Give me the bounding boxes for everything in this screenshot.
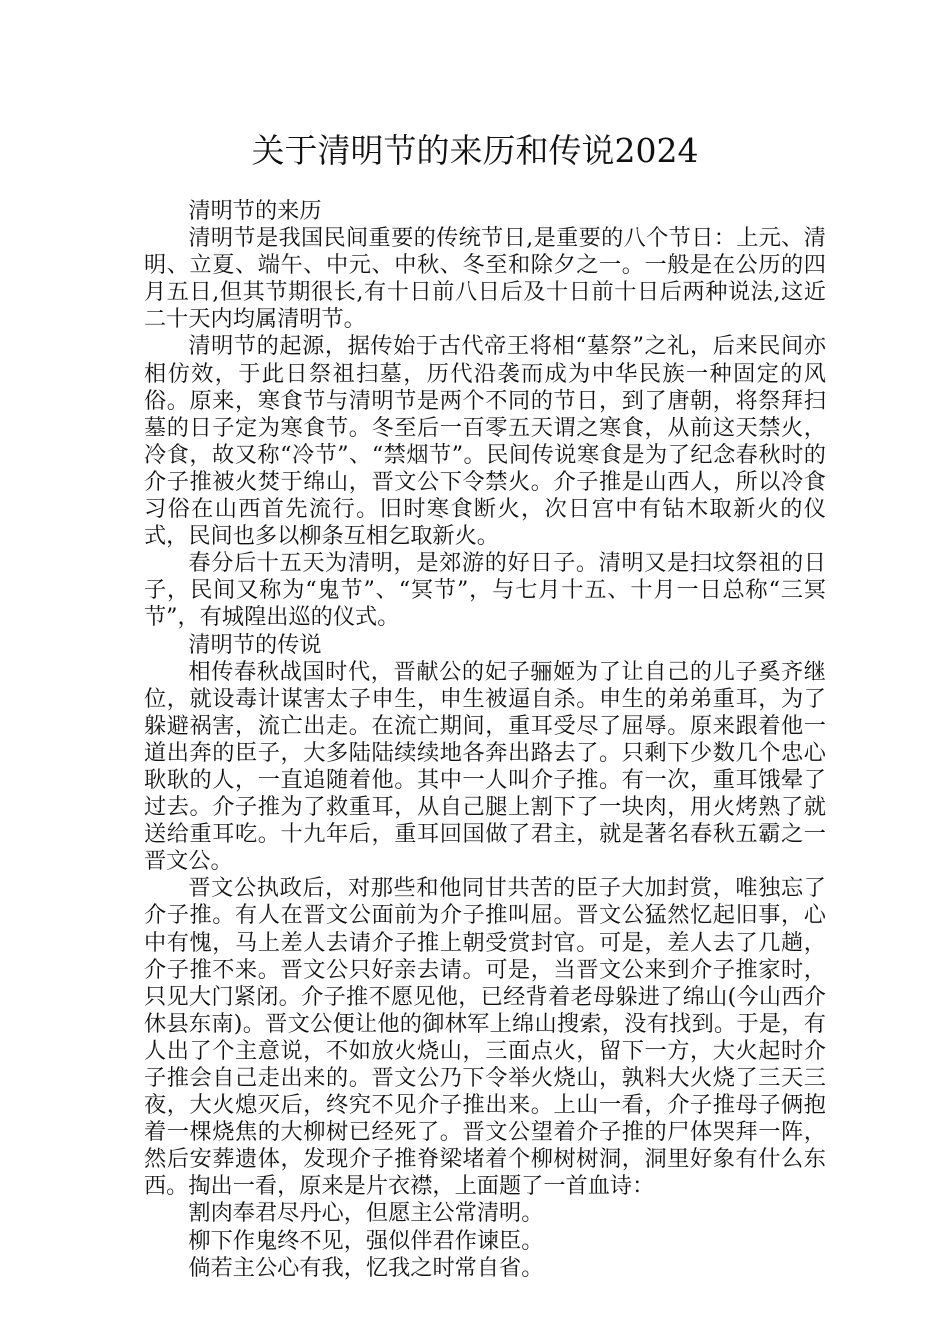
paragraph: 晋文公执政后，对那些和他同甘共苦的臣子大加封赏，唯独忘了介子推。有人在晋文公面前为介子推叫屈。晋文公猛然忆起旧事，心中有愧，马上差人去请介子推上朝受赏封官。可是，差人去了几趟，介子推不来。晋文公只好亲去请。可是，当晋文公来到介子推家时，只见大门紧闭。介子推不愿见他，已经背着老母躲进了绵山(今山西介休县东南)。晋文公便让他的御林军上绵山搜索，没有找到。于是，有人出了个主意说，不如放火烧山，三面点火，留下一方，大火起时介子推会自己走出来的。晋文公乃下令举火烧山，孰料大火烧了三天三夜，大火熄灭后，终究不见介子推出来。上山一看，介子推母子俩抱着一棵烧焦的大柳树已经死了。晋文公望着介子推的尸体哭拜一阵，然后安葬遗体，发现介子推脊梁堵着个柳树树洞，洞里好象有什么东西。掏出一看，原来是片衣襟，上面题了一首血诗： <box>144 875 826 1200</box>
poem-line: 割肉奉君尽丹心，但愿主公常清明。 <box>188 1200 544 1227</box>
document-body <box>144 198 826 1282</box>
paragraph: 相传春秋战国时代，晋献公的妃子骊姬为了让自己的儿子奚齐继位，就设毒计谋害太子申生，申生被逼自杀。申生的弟弟重耳，为了躲避祸害，流亡出走。在流亡期间，重耳受尽了屈辱。原来跟着他一道出奔的臣子，大多陆陆续续地各奔出路去了。只剩下少数几个忠心耿耿的人，一直追随着他。其中一人叫介子推。有一次，重耳饿晕了过去。介子推为了救重耳，从自己腿上割下了一块肉，用火烤熟了就送给重耳吃。十九年后，重耳回国做了君主，就是著名春秋五霸之一晋文公。 <box>144 658 826 875</box>
section-heading-origin: 清明节的来历 <box>188 198 322 224</box>
section-heading-legend: 清明节的传说 <box>188 631 322 658</box>
paragraph: 春分后十五天为清明，是郊游的好日子。清明又是扫坟祭祖的日子，民间又称为“鬼节”、“冥节”，与七月十五、十月一日总称“三冥节”，有城隍出巡的仪式。 <box>144 550 826 631</box>
paragraph: 清明节的起源，据传始于古代帝王将相“墓祭”之礼，后来民间亦相仿效，于此日祭祖扫墓，历代沿袭而成为中华民族一种固定的风俗。原来，寒食节与清明节是两个不同的节日，到了唐朝，将祭拜扫墓的日子定为寒食节。冬至后一百零五天谓之寒食，从前这天禁火，冷食，故又称“冷节”、“禁烟节”。民间传说寒食是为了纪念春秋时的介子推被火焚于绵山，晋文公下令禁火。介子推是山西人，所以冷食习俗在山西首先流行。旧时寒食断火，次日宫中有钻木取新火的仪式，民间也多以柳条互相乞取新火。 <box>144 333 826 550</box>
paragraph: 清明节是我国民间重要的传统节日,是重要的八个节日：上元、清明、立夏、端午、中元、中秋、冬至和除夕之一。一般是在公历的四月五日,但其节期很长,有十日前八日后及十日前十日后两种说法,这近二十天内均属清明节。 <box>144 225 826 333</box>
document-title: 关于清明节的来历和传说2024 <box>251 131 699 170</box>
poem-line: 柳下作鬼终不见，强似伴君作谏臣。 <box>188 1227 544 1254</box>
poem-line: 倘若主公心有我，忆我之时常自省。 <box>188 1254 544 1281</box>
